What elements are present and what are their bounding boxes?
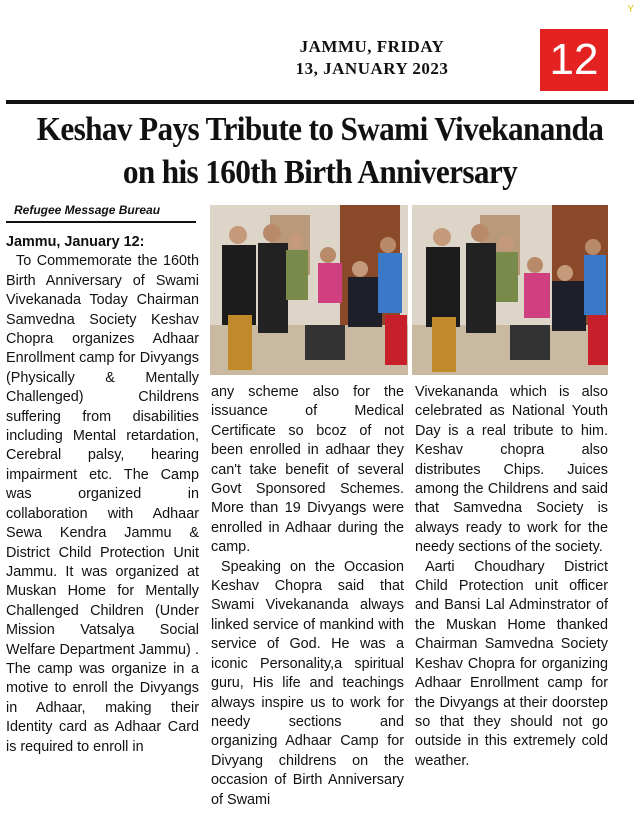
paragraph: Aarti Choudhary District Child Protection unit officer and Bansi Lal Adminstrator of the Muskan Home thanked Chairman Samvedna Society Keshav Chopra for organizing Adhaar Enrollment camp for the Divyangs at their doorstep so that they should not go outside in this extremely cold weather.	[415, 558, 608, 769]
byline-rule	[6, 221, 196, 223]
issue-city-day: JAMMU, FRIDAY	[299, 37, 445, 56]
article-column-3	[415, 383, 608, 771]
issue-date-line: 13, JANUARY 2023	[295, 59, 449, 78]
article-column-1	[6, 233, 199, 757]
paragraph: Speaking on the Occasion Keshav Chopra said that Swami Vivekananda always linked service of mankind with service of God. He was a iconic Personality,a spiritual guru, His life and teachings always inspire us to work for needy sections and organizing Adhaar Camp for Divyang childrens on the occasion of Birth Anniversary of Swami	[211, 558, 404, 808]
page-number-badge: 12	[540, 29, 608, 91]
header-rule	[6, 100, 634, 104]
paragraph: To Commemorate the 160th Birth Anniversary of Swami Vivekanada Today Chairman Samvedna Society Keshav Chopra organizes Adhaar Enrollment camp for Divyangs (Physically & Mentally Challenged) Childrens suffering from disabilities including Mental retardation, Cerebral palsy, hearing impairment etc. The Camp was organized in collaboration with Adhaar Sewa Kendra Jammu & District Child Protection Unit Jammu. It was organized at Muskan Home for Mentally Challenged Children (Under Mission Vatsalya Social Welfare Department Jammu) . The camp was organize in a motive to enroll the Divyangs in Adhaar, making their Identity card as Adhaar Card is required to enroll in	[6, 253, 199, 755]
headline	[31, 108, 609, 194]
paragraph: any scheme also for the issuance of Medical Certificate so bcoz of not been enrolled in adhaar they can't take benefit of several Govt Sponsored Schemes. More than 19 Divyangs were enrolled in Adhaar during the camp.	[211, 384, 404, 556]
paragraph: Vivekananda which is also celebrated as National Youth Day is a real tribute to him. Keshav chopra also distributes Chips. Juices among the Childrens and said that Samvedna Society is always ready to work for the needy sections of the society.	[415, 384, 608, 556]
article-photo	[210, 205, 608, 375]
dateline: Jammu, January 12:	[6, 234, 145, 250]
headline-line-1: Keshav Pays Tribute to Swami Vivekananda	[36, 111, 604, 148]
byline: Refugee Message Bureau	[14, 203, 161, 217]
corner-mark: Y	[627, 4, 634, 15]
photo-illustration	[210, 205, 608, 375]
article-column-2	[211, 383, 404, 810]
headline-line-2: on his 160th Birth Anniversary	[122, 154, 518, 191]
issue-date	[262, 36, 482, 80]
